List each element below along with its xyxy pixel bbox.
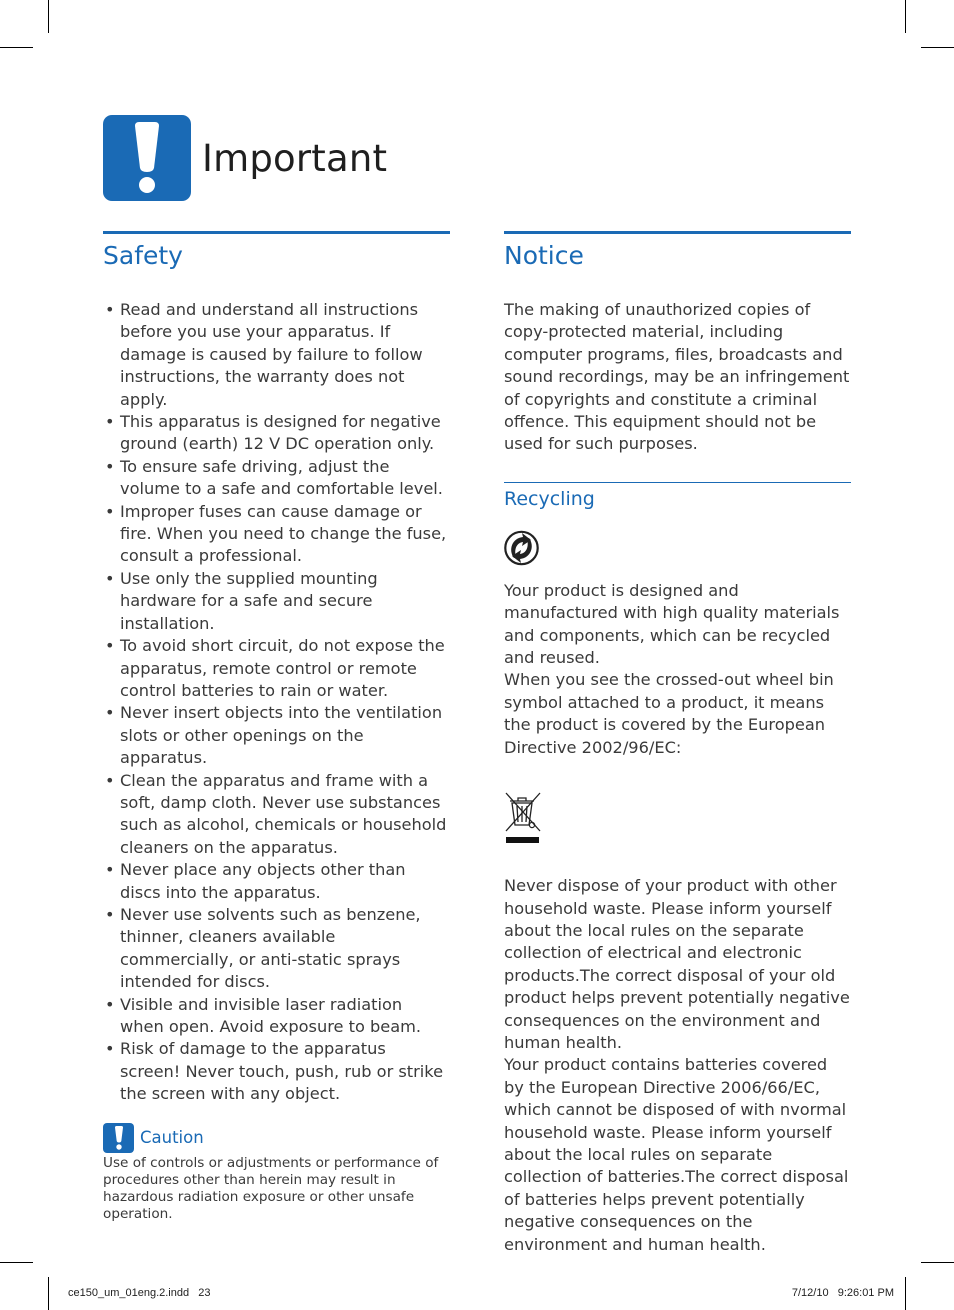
footer-file-info: ce150_um_01eng.2.indd 23 — [68, 1287, 211, 1299]
crop-mark — [921, 1262, 954, 1263]
crossed-out-wheel-bin-icon — [504, 791, 851, 851]
list-item: • Risk of damage to the apparatus screen! Never touch, push, rub or strike the screen with any object. — [103, 1038, 450, 1105]
list-item: • This apparatus is designed for negative ground (earth) 12 V DC operation only. — [103, 411, 450, 456]
list-item: • Use only the supplied mounting hardware for a safe and secure installation. — [103, 568, 450, 635]
crop-mark — [0, 47, 33, 48]
page-title: Important — [202, 136, 388, 180]
list-item: • To avoid short circuit, do not expose the apparatus, remote control or remote control batteries to rain or water. — [103, 635, 450, 702]
section-rule — [103, 231, 450, 234]
recycling-paragraph: When you see the crossed-out wheel bin symbol attached to a product, it means the product is covered by the European Directive 2002/96/EC: — [504, 670, 834, 757]
recycling-heading: Recycling — [504, 487, 595, 510]
crop-mark — [0, 1262, 33, 1263]
notice-heading: Notice — [504, 241, 584, 270]
green-dot-recycle-icon — [504, 528, 851, 568]
crop-mark — [921, 47, 954, 48]
list-item: • Read and understand all instructions before you use your apparatus. If damage is caused by failure to follow instructions, the warranty does not apply. — [103, 299, 450, 411]
page-header — [103, 115, 387, 201]
safety-list — [103, 299, 450, 1106]
recycling-text — [504, 580, 851, 759]
caution-box — [103, 1123, 450, 1224]
exclamation-icon — [103, 1123, 134, 1153]
list-item: • To ensure safe driving, adjust the volume to a safe and comfortable level. — [103, 456, 450, 501]
recycling-paragraph: Never dispose of your product with other household waste. Please inform yourself about the local rules on the separate collection of electrical and electronic products.The correct disposal of your old product helps prevent potentially negative consequences on the environment and human health. — [504, 876, 850, 1052]
crop-mark — [48, 0, 49, 33]
crop-mark — [905, 0, 906, 33]
list-item: • Improper fuses can cause damage or fire. When you need to change the fuse, consult a professional. — [103, 501, 450, 568]
recycling-paragraph: Your product contains batteries covered by the European Directive 2006/66/EC, which cannot be disposed of with nvormal household waste. Please inform yourself about the local rules on separate collection of batteries.The correct disposal of batteries helps prevent potentially negative consequences on the environment and human health. — [504, 1055, 849, 1254]
weee-text — [504, 875, 851, 1256]
safety-heading: Safety — [103, 241, 183, 270]
list-item: • Never insert objects into the ventilation slots or other openings on the apparatus. — [103, 702, 450, 769]
footer-timestamp: 7/12/10 9:26:01 PM — [791, 1287, 894, 1299]
list-item: • Visible and invisible laser radiation when open. Avoid exposure to beam. — [103, 994, 450, 1039]
recycling-section — [504, 482, 851, 1256]
caution-title: Caution — [140, 1128, 204, 1148]
section-rule — [504, 482, 851, 483]
safety-section — [103, 231, 450, 1223]
caution-text: Use of controls or adjustments or performance of procedures other than herein may result in hazardous radiation exposure or other unsafe operation. — [103, 1154, 439, 1223]
list-item: • Clean the apparatus and frame with a soft, damp cloth. Never use substances such as alcohol, chemicals or household cleaners on the apparatus. — [103, 770, 450, 860]
notice-section — [504, 231, 851, 1256]
crop-mark — [48, 1277, 49, 1310]
list-item: • Never place any objects other than discs into the apparatus. — [103, 859, 450, 904]
recycling-paragraph: Your product is designed and manufactured with high quality materials and components, which can be recycled and reused. — [504, 580, 840, 668]
notice-text: The making of unauthorized copies of copy-protected material, including computer programs, files, broadcasts and sound recordings, may be an infringement of copyrights and constitute a criminal offence. This equipment should not be used for such purposes. — [504, 300, 850, 454]
section-rule — [504, 231, 851, 234]
crop-mark — [905, 1277, 906, 1310]
list-item: • Never use solvents such as benzene, thinner, cleaners available commercially, or anti-static sprays intended for discs. — [103, 904, 450, 994]
caution-header — [103, 1123, 450, 1153]
exclamation-icon — [103, 115, 191, 201]
